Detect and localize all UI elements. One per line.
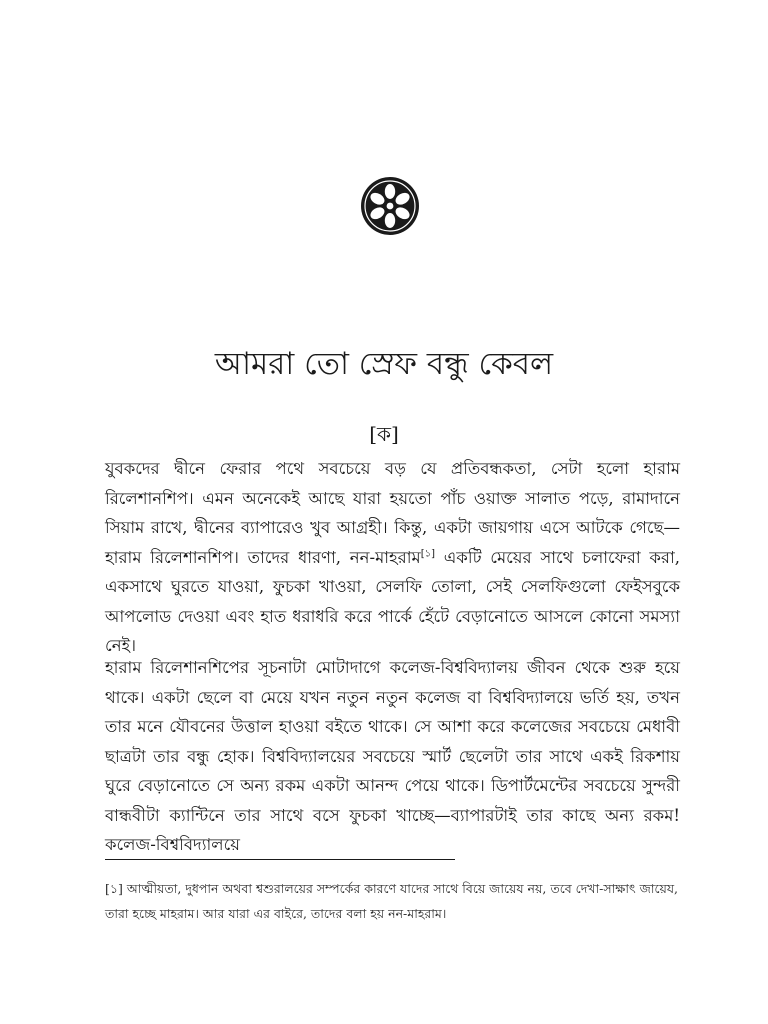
chapter-title: আমরা তো স্রেফ বন্ধু কেবল xyxy=(214,346,554,382)
paragraph-text: যুবকদের দ্বীনে ফেরার পথে সবচেয়ে বড় যে প্রতিবন্ধকতা, সেটা হলো হারাম রিলেশানশিপ। এমন অনেকেই আছে যারা হয়তো পাঁচ ওয়াক্ত সালাত পড়ে, রামাদানে সিয়াম রাখে, দ্বীনের ব্যাপারেও খুব আগ্রহী। কিন্তু, একটা জায়গায় এসে আটকে গেছে—হারাম রিলেশানশিপ। তাদের ধারণা, নন-মাহরাম xyxy=(105,459,680,567)
body-paragraph-2: হারাম রিলেশানশিপের সূচনাটা মোটাদাগে কলেজ-বিশ্ববিদ্যালয় জীবন থেকে শুরু হয়ে থাকে। একটা ছেলে বা মেয়ে যখন নতুন নতুন কলেজ বা বিশ্ববিদ্যালয়ে ভর্তি হয়, তখন তার মনে যৌবনের উত্তাল হাওয়া বইতে থাকে। সে আশা করে কলেজের সবচেয়ে মেধাবী ছাত্রটা তার বন্ধু হোক। বিশ্ববিদ্যালয়ের সবচেয়ে স্মার্ট ছেলেটা তার সাথে একই রিকশায় ঘুরে বেড়ানোতে সে অন্য রকম একটা আনন্দ পেয়ে থাকে। ডিপার্টমেন্টের সবচেয়ে সুন্দরী বান্ধবীটা ক্যান্টিনে তার সাথে বসে ফুচকা খাচ্ছে—ব্যাপারটাই তার কাছে অন্য রকম! কলেজ-বিশ্ববিদ্যালয়ে xyxy=(105,658,680,854)
section-marker: [ক] xyxy=(369,422,399,446)
footnote: [১] আত্মীয়তা, দুধপান অথবা শ্বশুরালয়ের সম্পর্কের কারণে যাদের সাথে বিয়ে জায়েয নয়, তবে দেখা-সাক্ষাৎ জায়েয, তারা হচ্ছে মাহরাম। আর যারা এর বাইরে, তাদের বলা হয় নন-মাহরাম। xyxy=(105,881,679,921)
footnote-reference[interactable]: [১] xyxy=(420,548,436,559)
body-paragraph-1 xyxy=(105,454,680,661)
flower-medallion-icon xyxy=(358,174,422,238)
paragraph-text: একটি মেয়ের সাথে চলাফেরা করা, একসাথে ঘুরতে যাওয়া, ফুচকা খাওয়া, সেলফি তোলা, সেই সেলফিগুলো ফেইসবুকে আপলোড দেওয়া এবং হাত ধরাধরি করে পার্কে হেঁটে বেড়ানোতে আসলে কোনো সমস্যা নেই। xyxy=(105,547,680,655)
footnote-divider xyxy=(105,859,455,860)
